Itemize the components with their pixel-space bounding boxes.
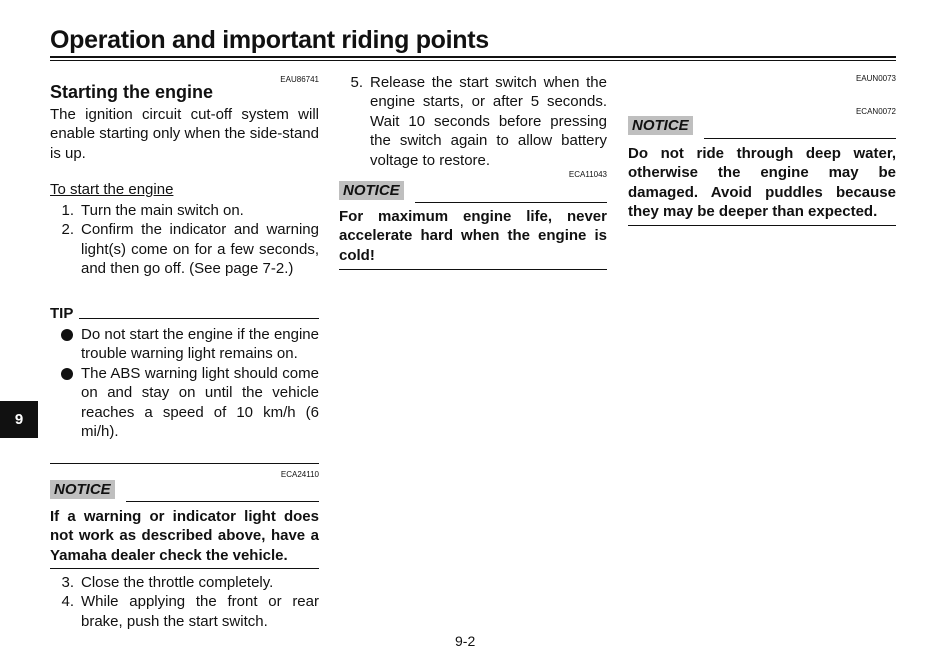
notice-code: ECA11043 (568, 170, 607, 179)
notice-text: For maximum engine life, never accelerate hard when the engine is cold! (339, 208, 607, 264)
chapter-tab: 9 (0, 401, 38, 438)
tip-text: The ABS warning light should come on and stay on until the vehicle reaches a speed of 10 km/h (6 mi/h). (81, 364, 319, 441)
step-list (339, 73, 607, 170)
notice-end-rule (628, 225, 896, 226)
subheading: To start the engine (50, 181, 174, 198)
section-heading: Starting the engine (50, 82, 214, 102)
notice-rule (704, 138, 896, 139)
notice-rule (126, 501, 319, 502)
list-item (50, 592, 319, 631)
list-item (50, 325, 319, 364)
step-text: Turn the main switch on. (81, 202, 244, 219)
step-number: 2. (61, 221, 74, 239)
step-text: Release the start switch when the engine starts, or after 5 seconds. Wait 10 seconds before pressing the switch again to allow battery voltage to restore. (370, 74, 607, 169)
step-number: 4. (61, 593, 74, 611)
bullet-icon (61, 368, 73, 380)
bullet-icon (61, 329, 73, 341)
section-code: EAUN0073 (855, 74, 896, 83)
step-list (50, 573, 319, 631)
notice-label: NOTICE (50, 480, 115, 499)
notice-text: If a warning or indicator light does not work as described above, have a Yamaha dealer check the vehicle. (50, 508, 319, 564)
tip-rule (79, 318, 319, 319)
step-number: 1. (61, 202, 74, 219)
step-number: 5. (350, 74, 363, 91)
page-title: Operation and important riding points (50, 26, 489, 54)
tip-text: Do not start the engine if the engine trouble warning light remains on. (81, 326, 319, 363)
section-code: EAU86741 (280, 75, 319, 84)
step-number: 3. (61, 574, 74, 591)
notice-rule (415, 202, 607, 203)
list-item (50, 573, 319, 592)
notice-code: ECAN0072 (855, 107, 896, 116)
step-list (50, 201, 319, 279)
notice-label: NOTICE (628, 116, 693, 135)
tip-list (50, 325, 319, 441)
list-item (50, 220, 319, 278)
notice-end-rule (50, 568, 319, 569)
intro-paragraph: The ignition circuit cut-off system will enable starting only when the side-stand is up. (50, 106, 319, 162)
title-rule (50, 56, 896, 58)
step-text: Confirm the indicator and warning light(s) come on for a few seconds, and then go off. (See page 7-2.) (81, 221, 319, 278)
page-number: 9-2 (455, 633, 476, 649)
step-text: Close the throttle completely. (81, 574, 274, 591)
notice-end-rule (339, 269, 607, 270)
title-rule-thin (50, 60, 896, 61)
tip-end-rule (50, 463, 319, 464)
list-item (50, 364, 319, 442)
notice-label: NOTICE (339, 181, 404, 200)
list-item (339, 73, 607, 170)
list-item (50, 201, 319, 220)
notice-code: ECA24110 (280, 470, 319, 479)
tip-label: TIP (50, 305, 74, 322)
notice-text: Do not ride through deep water, otherwise the engine may be damaged. Avoid puddles because they may be deeper than expected. (628, 145, 896, 221)
step-text: While applying the front or rear brake, push the start switch. (81, 593, 319, 630)
